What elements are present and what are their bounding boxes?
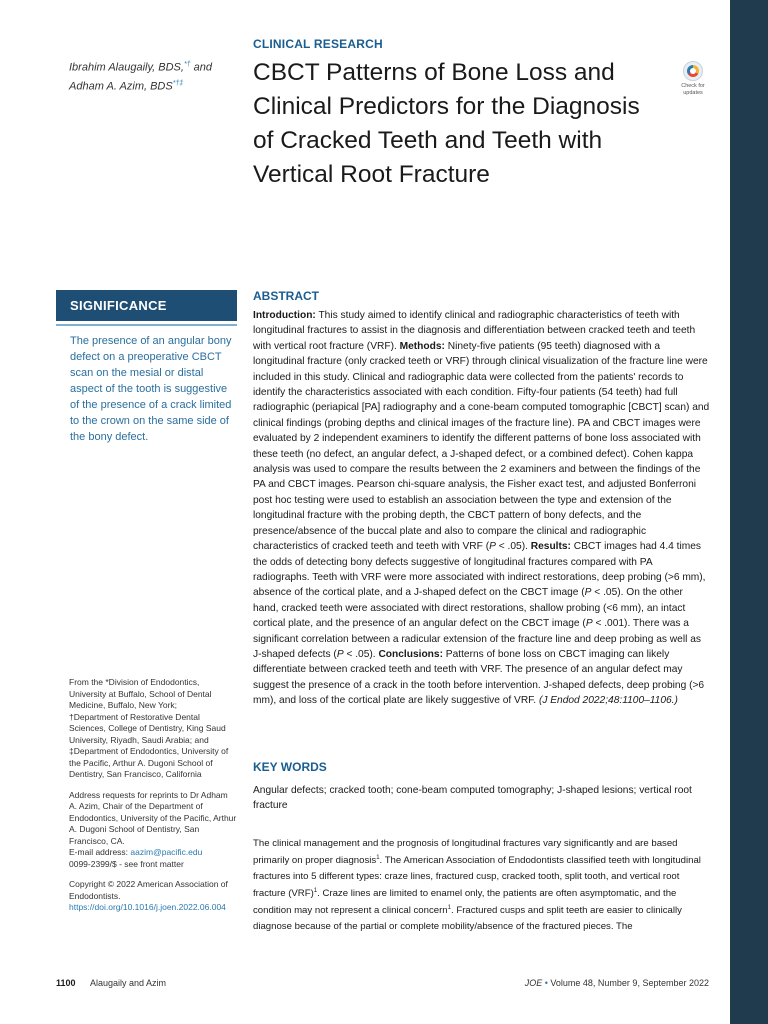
intro-label: Introduction: bbox=[253, 310, 316, 321]
significance-divider bbox=[56, 324, 237, 326]
body-text-run: . Craze lines are limited to enamel only, the patients are often asymptomatic, and the condition may not represent a clinical concern bbox=[253, 887, 677, 917]
author-conjunction: and bbox=[190, 61, 212, 74]
p-symbol: P bbox=[489, 541, 496, 553]
p-symbol: P bbox=[336, 648, 344, 660]
body-text-run: . The American Association of Endodontists classified teeth with longitudinal fractures into 5 different types: craze lines, fractured cusp, cracked tooth, split tooth, and vertical root fracture (VRF) bbox=[253, 855, 701, 899]
conclusions-text: Patterns of bone loss on CBCT imaging can likely differentiate between cracked teeth and teeth with VRF. The presence of an angular defect may suggest the presence of a crack in the tooth before intervention. J-shaped defects, deep probing (>6 mm), and loss of the cortical plate are likely suggestive of VRF. bbox=[253, 648, 705, 707]
results-text: < .001). There was a significant correlation between a radicular extension of the fracture line and deep probing as well as J-shaped defects ( bbox=[253, 618, 701, 660]
abstract-heading: ABSTRACT bbox=[253, 289, 319, 303]
results-label: Results: bbox=[530, 541, 571, 553]
results-text: < .05). bbox=[343, 648, 379, 660]
methods-text: Ninety-five patients (95 teeth) diagnosed with a longitudinal fracture (only cracked teeth or VRF) through clinical visualization of the fracture line were included in this study. Clinical and radiographic data were collected from the patients' records to identify the characteristics associated with each condition. Fifty-four patients (54 teeth) had full radiographic (periapical [PA] radiography and a cone-beam computed tomographic [CBCT] scan) and clinical findings (probing depths and clinical images of the fracture line). PA and CBCT images were evaluated by 2 independent examiners to identify the different patterns of bone loss associated with these teeth (no defect, an angular defect, a J-shaped defect, or a combined defect). Cohen kappa analysis was used to compare the results between the 2 examiners and between the findings of the PA and CBCT images. Pearson chi-square analysis, the Fisher exact test, and adjusted Bonferroni post hoc testing were used to establish an association between the type and extension of the longitudinal fracture with the probing depth, the CBCT pattern of bony defects, and the presence/absence of the buccal plate and also to compare the clinical and radiographic characteristics of cracked teeth and teeth with VRF ( bbox=[253, 340, 710, 553]
p-symbol: P bbox=[585, 618, 593, 630]
doi-link[interactable]: https://doi.org/10.1016/j.joen.2022.06.004 bbox=[69, 902, 226, 912]
affiliation-1: From the *Division of Endodontics, University at Buffalo, School of Dental Medicine, Buffalo, New York; bbox=[69, 677, 212, 710]
significance-heading: SIGNIFICANCE bbox=[56, 290, 237, 321]
author-1-affil: *† bbox=[183, 61, 191, 68]
results-text: < .05). On the other hand, cracked teeth were associated with direct restorations, shallow probing (<6 mm), an intact cortical plate, and the presence of an angular defect on the CBCT image ( bbox=[253, 587, 686, 630]
page-footer bbox=[0, 978, 730, 992]
affiliations bbox=[69, 677, 237, 914]
keywords-heading: KEY WORDS bbox=[253, 760, 327, 774]
reference-link[interactable]: 1 bbox=[313, 887, 318, 894]
body-paragraph bbox=[253, 836, 713, 934]
issn: 0099-2399/$ - see front matter bbox=[69, 858, 184, 869]
keywords-text: Angular defects; cracked tooth; cone-beam computed tomography; J-shaped lesions; vertical root fracture bbox=[253, 785, 692, 812]
results-text: CBCT images had 4.4 times the odds of detecting bony defects suggestive of longitudinal fractures compared with PA radiographs. Teeth with VRF were more associated with indirect restorations, deep probing (>6 mm), absence of the cortical plate, and a J-shaped defect on the CBCT image ( bbox=[253, 541, 706, 599]
intro-text: This study aimed to identify clinical and radiographic characteristics of teeth with longitudinal fractures to assist in the diagnosis and differentiation between cracked teeth and teeth with vertical root fracture (VRF). bbox=[253, 310, 696, 352]
author-1: Ibrahim Alaugaily, BDS, bbox=[69, 61, 184, 74]
crossmark-icon bbox=[683, 61, 703, 81]
reference-link[interactable]: 1 bbox=[376, 855, 380, 862]
issue-info: Volume 48, Number 9, September 2022 bbox=[550, 978, 709, 988]
p-symbol: P bbox=[584, 587, 592, 599]
body-text-run: . Fractured cusps and split teeth are easier to clinically diagnose because of the partial or complete mobility/absence of the fractured pieces. The bbox=[253, 905, 682, 932]
significance-text: The presence of an angular bony defect on a preoperative CBCT scan on the mesial or distal aspect of the tooth is suggestive of the presence of a crack limited to the crown on the same side of the bony defect. bbox=[70, 335, 232, 443]
methods-label: Methods: bbox=[399, 340, 445, 352]
article-title: CBCT Patterns of Bone Loss and Clinical Predictors for the Diagnosis of Cracked Teeth and Teeth with Vertical Root Fracture bbox=[253, 59, 640, 188]
reference-link[interactable]: 1 bbox=[447, 905, 451, 912]
affiliation-3: ‡Department of Endodontics, University of the Pacific, Arthur A. Dugoni School of Dentistry, San Francisco, California bbox=[69, 746, 229, 779]
methods-end: < .05). bbox=[495, 541, 531, 553]
right-edge-bar bbox=[730, 0, 768, 1024]
email-link[interactable]: aazim@pacific.edu bbox=[130, 847, 203, 857]
copyright: Copyright © 2022 American Association of Endodontists. bbox=[69, 879, 228, 901]
badge-label: Check for updates bbox=[681, 83, 705, 96]
page-number: 1100 bbox=[56, 978, 76, 988]
reprint-address: Address requests for reprints to Dr Adham A. Azim, Chair of the Department of Endodontics, University of the Pacific, Arthur A. Dugoni School of Dentistry, San Francisco, CA. bbox=[69, 789, 237, 846]
email-label: E-mail address: bbox=[69, 847, 131, 857]
section-label: CLINICAL RESEARCH bbox=[253, 37, 383, 51]
body-text-run: The clinical management and the prognosis of longitudinal fractures vary significantly and are based primarily on proper diagnosis bbox=[253, 838, 678, 867]
author-list bbox=[69, 57, 239, 94]
check-for-updates-badge[interactable] bbox=[676, 61, 710, 99]
author-2-affil: *†‡ bbox=[172, 79, 184, 87]
abstract-body bbox=[253, 308, 711, 709]
bullet: • bbox=[542, 978, 551, 988]
significance-box bbox=[56, 290, 237, 445]
running-authors: Alaugaily and Azim bbox=[90, 978, 167, 988]
journal-info bbox=[525, 978, 709, 988]
journal-name: JOE bbox=[524, 978, 543, 988]
conclusions-label: Conclusions: bbox=[378, 648, 443, 660]
author-2: Adham A. Azim, BDS bbox=[69, 80, 173, 93]
journal-citation: (J Endod 2022;48:1100–1106.) bbox=[538, 695, 678, 707]
affiliation-2: †Department of Restorative Dental Sciences, College of Dentistry, King Saud University, Riyadh, Saudi Arabia; and bbox=[69, 711, 226, 745]
